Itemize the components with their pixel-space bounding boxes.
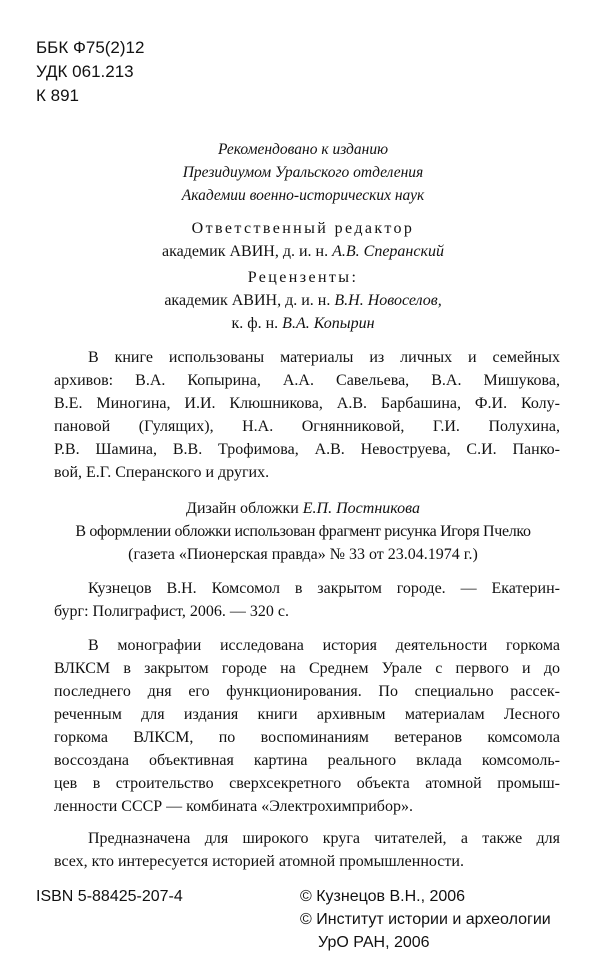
citation-line: бург: Полиграфист, 2006. — 320 с.	[54, 603, 290, 620]
design-note: В оформлении обложки использован фрагмент рисунка Игоря Пчелко	[75, 523, 531, 540]
isbn: ISBN 5-88425-207-4	[36, 888, 183, 905]
abstract-line: воссоздана объективная картина реального вклада комсомоль-	[54, 752, 560, 769]
abstract-line: последнего дня его функционирования. По специально рассек-	[54, 683, 560, 700]
reviewer-prefix: к. ф. н.	[231, 315, 279, 332]
audience-line: всех, кто интересуется историей атомной промышленности.	[54, 853, 464, 870]
copyright-line: УрО РАН, 2006	[318, 934, 430, 951]
materials-line: В книге использованы материалы из личных и семейных	[88, 349, 560, 366]
udk-code: УДК 061.213	[36, 62, 134, 81]
materials-line: архивов: В.А. Копырина, А.А. Савельева, В.А. Мишукова,	[54, 372, 560, 389]
editor-heading: Ответственный редактор	[191, 220, 415, 237]
materials-line: вой, Е.Г. Сперанского и других.	[54, 464, 270, 481]
citation-line: Кузнецов В.Н. Комсомол в закрытом городе. — Екатерин-	[88, 580, 560, 597]
materials-line: Р.В. Шамина, В.В. Трофимова, А.В. Невоструева, С.И. Панко-	[54, 441, 560, 458]
materials-line: В.Е. Миногина, И.И. Клюшникова, А.В. Барбашина, Ф.И. Колу-	[54, 395, 560, 412]
copyright-line: © Институт истории и археологии	[300, 911, 551, 928]
copyright-line: © Кузнецов В.Н., 2006	[300, 888, 466, 905]
reviewer-line	[0, 315, 606, 333]
recommendation-line: Академии военно-исторических наук	[181, 187, 425, 204]
reviewer-prefix: академик АВИН, д. и. н.	[164, 292, 331, 309]
reviewer-name: В.Н. Новоселов,	[334, 292, 442, 309]
editor-prefix: академик АВИН, д. и. н.	[162, 243, 329, 260]
audience-line: Предназначена для широкого круга читателей, а также для	[88, 830, 560, 847]
reviewer-name: В.А. Копырин	[282, 315, 375, 332]
abstract-line: реченным для издания книги архивным материалам Лесного	[54, 706, 560, 723]
editor-line	[0, 243, 606, 261]
recommendation-line: Президиумом Уральского отделения	[182, 164, 424, 181]
design-label: Дизайн обложки	[186, 500, 299, 517]
materials-line: пановой (Гулящих), Н.А. Огнянниковой, Г.И. Полухина,	[54, 418, 560, 435]
design-credit	[0, 500, 606, 518]
editor-name: А.В. Сперанский	[332, 243, 444, 260]
author-sign-code: К 891	[36, 86, 79, 105]
recommendation-line: Рекомендовано к изданию	[217, 141, 389, 158]
abstract-line: ленности СССР — комбината «Электрохимприбор».	[54, 798, 413, 815]
abstract-line: В монографии исследована история деятельности горкома	[88, 637, 560, 654]
bbk-code: ББК Ф75(2)12	[36, 38, 145, 57]
abstract-line: ВЛКСМ в закрытом городе на Среднем Урале с первого и до	[54, 660, 560, 677]
abstract-line: цев в строительство сверхсекретного объекта атомной промыш-	[54, 775, 560, 792]
reviewers-heading: Рецензенты:	[247, 269, 359, 286]
design-source: (газета «Пионерская правда» № 33 от 23.04.1974 г.)	[128, 546, 478, 563]
design-name: Е.П. Постникова	[302, 500, 420, 517]
reviewer-line	[0, 292, 606, 310]
abstract-line: горкома ВЛКСМ, по воспоминаниям ветеранов комсомола	[54, 729, 560, 746]
